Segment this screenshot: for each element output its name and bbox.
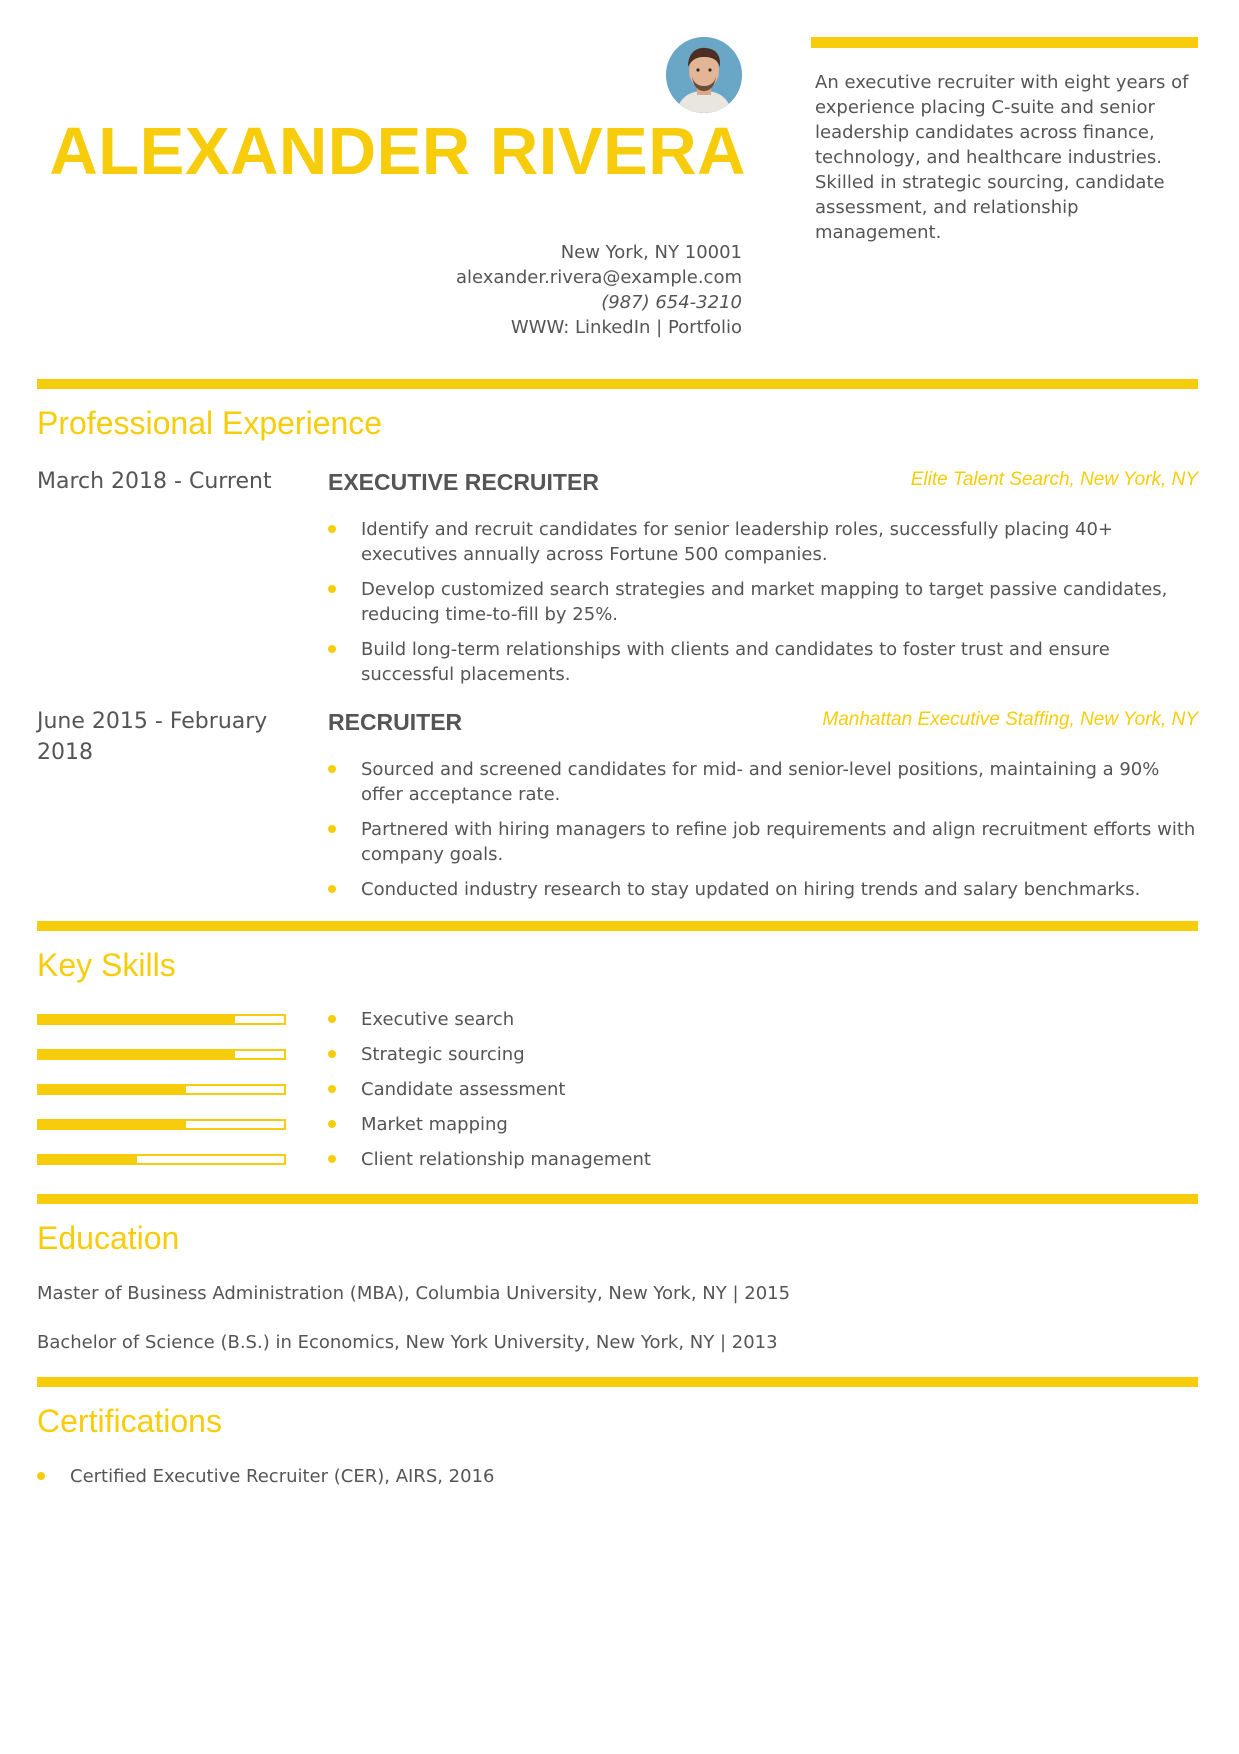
skill-level-bar xyxy=(37,1014,286,1025)
professional-summary: An executive recruiter with eight years of experience placing C-suite and senior leadership candidates across finance, technology, and healthcare industries. Skilled in strategic sourcing, candidate assessment, and relationship management. xyxy=(815,72,1189,243)
certifications-section-title: Certifications xyxy=(37,1403,222,1439)
skill-level-bar xyxy=(37,1084,286,1095)
contact-address: New York, NY 10001 xyxy=(560,242,742,263)
education-entry: Bachelor of Science (B.S.) in Economics, New York University, New York, NY | 2013 xyxy=(37,1332,778,1353)
experience-section-title: Professional Experience xyxy=(37,405,383,441)
contact-phone[interactable]: (987) 654-3210 xyxy=(601,292,742,313)
skill-level-bar xyxy=(37,1119,286,1130)
job-bullet: Partnered with hiring managers to refine job requirements and align recruitment efforts with company goals. xyxy=(328,817,1198,867)
experience-divider xyxy=(37,379,1198,389)
candidate-name: ALEXANDER RIVERA xyxy=(49,114,746,189)
job-bullet: Conducted industry research to stay updated on hiring trends and salary benchmarks. xyxy=(328,877,1198,902)
job-company: Elite Talent Search, New York, NY xyxy=(910,469,1198,490)
job-bullets xyxy=(328,757,1198,912)
certifications-divider xyxy=(37,1377,1198,1387)
job-dates: March 2018 - Current xyxy=(37,469,272,494)
skill-item: Strategic sourcing xyxy=(328,1042,828,1077)
job-title: EXECUTIVE RECRUITER xyxy=(328,469,599,495)
skills-divider xyxy=(37,921,1198,931)
contact-email[interactable]: alexander.rivera@example.com xyxy=(455,267,742,288)
skills-section-title: Key Skills xyxy=(37,947,176,983)
education-divider xyxy=(37,1194,1198,1204)
job-bullet: Build long-term relationships with clients and candidates to foster trust and ensure successful placements. xyxy=(328,637,1198,687)
job-dates: June 2015 - February 2018 xyxy=(37,709,268,765)
summary-top-divider xyxy=(811,37,1198,48)
job-bullets xyxy=(328,517,1198,697)
job-bullet: Develop customized search strategies and market mapping to target passive candidates, reducing time-to-fill by 25%. xyxy=(328,577,1198,627)
skill-level-fill xyxy=(39,1121,186,1128)
job-bullet: Identify and recruit candidates for senior leadership roles, successfully placing 40+ executives annually across Fortune 500 companies. xyxy=(328,517,1198,567)
job-company: Manhattan Executive Staffing, New York, NY xyxy=(822,709,1198,730)
skill-item: Candidate assessment xyxy=(328,1077,828,1112)
skill-level-fill xyxy=(39,1051,235,1058)
skill-item: Market mapping xyxy=(328,1112,828,1147)
skill-level-fill xyxy=(39,1016,235,1023)
job-title: RECRUITER xyxy=(328,709,463,735)
skill-level-fill xyxy=(39,1086,186,1093)
education-entry: Master of Business Administration (MBA), Columbia University, New York, NY | 2015 xyxy=(37,1283,791,1304)
education-section-title: Education xyxy=(37,1220,180,1256)
contact-info xyxy=(300,240,742,340)
job-bullet: Sourced and screened candidates for mid- and senior-level positions, maintaining a 90% offer acceptance rate. xyxy=(328,757,1198,807)
profile-photo xyxy=(666,37,742,113)
skills-list xyxy=(328,1007,828,1182)
avatar xyxy=(666,37,742,113)
skill-item: Executive search xyxy=(328,1007,828,1042)
skill-level-bar xyxy=(37,1154,286,1165)
certifications-list xyxy=(37,1464,837,1489)
skill-item: Client relationship management xyxy=(328,1147,828,1182)
skill-level-fill xyxy=(39,1156,137,1163)
contact-web-links[interactable]: WWW: LinkedIn | Portfolio xyxy=(510,317,742,338)
certification-item: Certified Executive Recruiter (CER), AIRS, 2016 xyxy=(37,1464,837,1489)
skill-level-bar xyxy=(37,1049,286,1060)
